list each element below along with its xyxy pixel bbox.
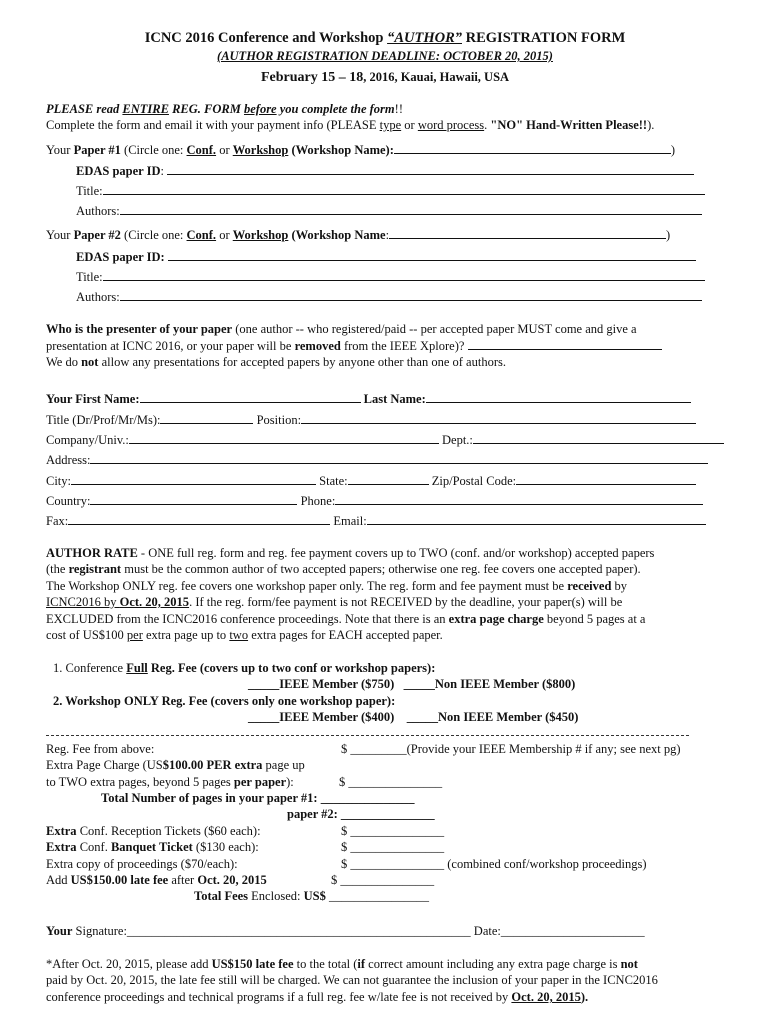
reception-label bbox=[46, 824, 261, 839]
country-line bbox=[46, 493, 703, 509]
position-field[interactable] bbox=[301, 412, 696, 424]
text: per bbox=[126, 628, 143, 642]
text: page up bbox=[262, 758, 305, 772]
text: Conf. bbox=[76, 840, 111, 854]
label: Company/Univ.: bbox=[46, 433, 129, 447]
text: Extra bbox=[46, 824, 77, 838]
text: Total Fees bbox=[194, 889, 249, 903]
total-fees-field[interactable]: ________________ bbox=[325, 889, 429, 903]
text: Extra Page Charge (US bbox=[46, 758, 163, 772]
total-pages-paper1[interactable]: Total Number of pages in your paper #1: _______________ bbox=[101, 791, 415, 805]
paper2-edas-line bbox=[76, 249, 696, 265]
label: EDAS paper ID bbox=[76, 164, 161, 178]
conference-dates bbox=[0, 70, 770, 85]
paper2-workshop-option[interactable]: Workshop bbox=[232, 228, 289, 242]
total-pages-paper2[interactable]: paper #2: _______________ bbox=[287, 807, 435, 821]
note: (combined conf/workshop proceedings) bbox=[444, 857, 647, 871]
fee-option-2-choices[interactable]: _____IEEE Member ($400) _____Non IEEE Member ($450) bbox=[248, 710, 579, 724]
label: Last Name: bbox=[360, 392, 426, 406]
label: Authors: bbox=[76, 290, 120, 304]
reg-fee-field[interactable] bbox=[341, 742, 681, 757]
late-fee-field[interactable]: $ _______________ bbox=[331, 873, 435, 887]
text: *After Oct. 20, 2015, please add bbox=[46, 957, 212, 971]
paper1-workshop-name-field[interactable] bbox=[394, 142, 671, 154]
proceedings-label: Extra copy of proceedings ($70/each): bbox=[46, 857, 238, 871]
text: : bbox=[385, 228, 390, 242]
paper1-line bbox=[46, 142, 675, 158]
fee-option-2: 2. Workshop ONLY Reg. Fee (covers only one workshop paper): bbox=[53, 694, 396, 708]
text: - ONE full reg. form and reg. fee payment covers up to TWO (conf. and/or workshop) accepted papers bbox=[137, 546, 655, 560]
paper2-line bbox=[46, 227, 670, 243]
text: extra page charge bbox=[448, 612, 544, 626]
text: or bbox=[401, 118, 418, 132]
email-field[interactable] bbox=[367, 513, 706, 525]
text: Complete the form and email it with your payment info (PLEASE bbox=[46, 118, 380, 132]
text: Your bbox=[46, 228, 74, 242]
note: (Provide your IEEE Membership # if any; see next pg) bbox=[406, 742, 681, 756]
text: (Circle one: bbox=[120, 228, 187, 242]
dept-field[interactable] bbox=[473, 432, 724, 444]
title-part: REGISTRATION FORM bbox=[462, 30, 626, 46]
text: Enclosed: bbox=[248, 889, 304, 903]
text: ($130 each): bbox=[192, 840, 259, 854]
amount-field[interactable]: $ _______________ bbox=[341, 857, 445, 871]
label: Zip/Postal Code: bbox=[428, 474, 517, 488]
text: or bbox=[216, 228, 233, 242]
paper1-workshop-option[interactable]: Workshop bbox=[232, 143, 289, 157]
paper2-edas-field[interactable] bbox=[168, 249, 696, 261]
label: State: bbox=[316, 474, 348, 488]
text: received bbox=[567, 579, 612, 593]
title-part: ICNC 2016 Conference and Workshop bbox=[144, 30, 388, 46]
fee-option-1-choices[interactable]: _____IEEE Member ($750) _____Non IEEE Member ($800) bbox=[248, 677, 576, 691]
label: Phone: bbox=[297, 494, 336, 508]
paper1-title-line bbox=[76, 183, 705, 199]
last-name-field[interactable] bbox=[426, 391, 691, 403]
text: Reg. Fee (covers up to two conf or workshop papers): bbox=[147, 661, 436, 675]
text: ENTIRE bbox=[122, 102, 169, 116]
location-part: , 2016, Kauai, Hawaii, USA bbox=[363, 70, 510, 84]
text: after bbox=[168, 873, 198, 887]
text: Who is the presenter of your paper bbox=[46, 322, 233, 336]
banquet-label bbox=[46, 840, 259, 855]
text: US$150.00 late fee bbox=[70, 873, 169, 887]
title-author-word: “AUTHOR” bbox=[387, 30, 462, 46]
paper2-title-field[interactable] bbox=[103, 269, 705, 281]
text: . bbox=[484, 118, 491, 132]
text: Conf. Reception Tickets ($60 each): bbox=[76, 824, 261, 838]
reg-fee-label: Reg. Fee from above: bbox=[46, 742, 155, 756]
paper2-authors-field[interactable] bbox=[120, 289, 702, 301]
text: Signature: bbox=[72, 924, 127, 938]
footnote-line-3 bbox=[46, 990, 588, 1005]
text: !! bbox=[394, 102, 403, 116]
rate-line-4 bbox=[46, 595, 622, 610]
fee-option-1 bbox=[53, 661, 435, 676]
text: : bbox=[160, 164, 164, 178]
label: Address: bbox=[46, 453, 91, 467]
late-fee-label bbox=[46, 873, 267, 888]
label: Title: bbox=[76, 270, 103, 284]
label: Fax: bbox=[46, 514, 69, 528]
text: Date: bbox=[470, 924, 501, 938]
paper2-conf-option[interactable]: Conf. bbox=[186, 228, 217, 242]
city-line bbox=[46, 473, 696, 489]
text: word process bbox=[417, 118, 485, 132]
text: We do bbox=[46, 355, 82, 369]
presenter-line-2 bbox=[46, 338, 662, 354]
signature-line bbox=[46, 924, 645, 939]
rate-line-6 bbox=[46, 628, 443, 643]
text: to the total ( bbox=[293, 957, 358, 971]
text: extra page up to bbox=[142, 628, 230, 642]
paper2-authors-line bbox=[76, 289, 702, 305]
presenter-line-1 bbox=[46, 322, 637, 337]
paper1-conf-option[interactable]: Conf. bbox=[186, 143, 217, 157]
footnote-line-1 bbox=[46, 957, 638, 972]
text: US$150 late fee bbox=[211, 957, 294, 971]
address-field[interactable] bbox=[90, 452, 708, 464]
text: PLEASE read bbox=[46, 102, 123, 116]
text: Oct. 20, 2015 bbox=[119, 595, 190, 609]
state-field[interactable] bbox=[348, 473, 429, 485]
text: $100.00 PER extra bbox=[162, 758, 263, 772]
text: beyond 5 pages at a bbox=[543, 612, 646, 626]
zip-field[interactable] bbox=[516, 473, 696, 485]
text: allow any presentations for accepted papers by anyone other than one of authors. bbox=[98, 355, 506, 369]
text: EXCLUDED from the ICNC2016 conference proceedings. Note that there is an bbox=[46, 612, 449, 626]
text: Extra bbox=[46, 840, 77, 854]
instruction-line-2 bbox=[46, 118, 654, 133]
text: ). bbox=[580, 990, 589, 1004]
text: Paper #2 bbox=[73, 228, 121, 242]
text: two bbox=[229, 628, 249, 642]
text: ): bbox=[286, 775, 294, 789]
registration-deadline: (AUTHOR REGISTRATION DEADLINE: OCTOBER 20, 2015) bbox=[217, 49, 553, 63]
phone-field[interactable] bbox=[335, 493, 703, 505]
paper1-edas-field[interactable] bbox=[167, 163, 694, 175]
text: Full bbox=[126, 661, 148, 675]
text: removed bbox=[294, 339, 341, 353]
text: from the IEEE Xplore)? bbox=[340, 339, 468, 353]
label: Email: bbox=[330, 514, 367, 528]
text: The Workshop ONLY reg. fee covers one workshop paper only. The reg. form and fee payment must be bbox=[46, 579, 568, 593]
label: City: bbox=[46, 474, 72, 488]
label: EDAS paper ID: bbox=[76, 250, 165, 264]
fax-field[interactable] bbox=[68, 513, 330, 525]
paper1-authors-field[interactable] bbox=[120, 203, 702, 215]
text: extra pages for EACH accepted paper. bbox=[248, 628, 443, 642]
text: correct amount including any extra page charge is bbox=[365, 957, 621, 971]
text: if bbox=[357, 957, 366, 971]
text: (one author -- who registered/paid -- per accepted paper MUST come and give a bbox=[232, 322, 637, 336]
text: to TWO extra pages, beyond 5 pages bbox=[46, 775, 234, 789]
section-divider bbox=[46, 735, 689, 736]
amount-field[interactable]: $ _________ bbox=[341, 742, 407, 756]
label: Title: bbox=[76, 184, 103, 198]
total-fees-line bbox=[194, 889, 429, 904]
text: or bbox=[216, 143, 233, 157]
text: ) bbox=[670, 143, 676, 157]
signature-field[interactable]: _______________________________________________________ bbox=[126, 924, 471, 938]
text: ). bbox=[647, 118, 655, 132]
text: before bbox=[243, 102, 277, 116]
company-line bbox=[46, 432, 724, 448]
label: Country: bbox=[46, 494, 91, 508]
text: Oct. 20, 2015 bbox=[511, 990, 581, 1004]
text: Paper #1 bbox=[73, 143, 121, 157]
text: by bbox=[611, 579, 628, 593]
date-field[interactable]: _______________________ bbox=[500, 924, 645, 938]
city-field[interactable] bbox=[71, 473, 316, 485]
extra-page-line-1 bbox=[46, 758, 305, 773]
banquet-field[interactable]: $ _______________ bbox=[341, 840, 445, 854]
label: Authors: bbox=[76, 204, 120, 218]
first-name-field[interactable] bbox=[140, 391, 361, 403]
text: presentation at ICNC 2016, or your paper will be bbox=[46, 339, 295, 353]
text: cost of US$100 bbox=[46, 628, 127, 642]
footnote-line-2: paid by Oct. 20, 2015, the late fee still will be charged. We can not guarantee the inclusion of your paper in the ICNC2016 bbox=[46, 973, 658, 987]
rate-line-5 bbox=[46, 612, 645, 627]
paper1-authors-line bbox=[76, 203, 702, 219]
fax-line bbox=[46, 513, 706, 529]
text: (Workshop Name bbox=[288, 228, 386, 242]
form-title bbox=[0, 31, 770, 46]
text: per paper bbox=[233, 775, 287, 789]
address-line bbox=[46, 452, 708, 468]
proceedings-field[interactable] bbox=[341, 857, 647, 872]
text: must be the common author of two accepted papers; otherwise one reg. fee covers one accepted paper). bbox=[121, 562, 641, 576]
country-field[interactable] bbox=[90, 493, 297, 505]
paper2-workshop-name-field[interactable] bbox=[389, 227, 666, 239]
text: type bbox=[379, 118, 402, 132]
text: registrant bbox=[68, 562, 122, 576]
name-line bbox=[46, 391, 691, 407]
title-position-line bbox=[46, 412, 696, 428]
text: ) bbox=[666, 228, 671, 242]
text: Banquet Ticket bbox=[110, 840, 193, 854]
rate-line-3 bbox=[46, 579, 627, 594]
presenter-line-3 bbox=[46, 355, 506, 370]
text: REG. FORM bbox=[168, 102, 244, 116]
label: Position: bbox=[253, 413, 302, 427]
text: you complete the form bbox=[276, 102, 395, 116]
instruction-line-1 bbox=[46, 102, 403, 117]
text: US$ bbox=[303, 889, 326, 903]
reception-field[interactable]: $ _______________ bbox=[341, 824, 445, 838]
rate-line-1 bbox=[46, 546, 654, 561]
presenter-field[interactable] bbox=[468, 338, 662, 350]
label: Title (Dr/Prof/Mr/Ms): bbox=[46, 413, 161, 427]
extra-page-field[interactable]: $ _______________ bbox=[339, 775, 443, 789]
text: Your bbox=[46, 924, 73, 938]
text: not bbox=[620, 957, 638, 971]
paper2-title-line bbox=[76, 269, 705, 285]
label: Dept.: bbox=[438, 433, 473, 447]
text: not bbox=[81, 355, 99, 369]
text: Oct. 20, 2015 bbox=[197, 873, 267, 887]
dates-part: February 15 – 18 bbox=[260, 70, 364, 85]
text: . If the reg. form/fee payment is not RECEIVED by the deadline, your paper(s) will be bbox=[189, 595, 623, 609]
paper1-title-field[interactable] bbox=[103, 183, 705, 195]
title-field[interactable] bbox=[160, 412, 253, 424]
paper1-edas-line bbox=[76, 163, 694, 179]
text: Add bbox=[46, 873, 71, 887]
text: (the bbox=[46, 562, 69, 576]
text: conference proceedings and technical programs if a full reg. fee w/late fee is not received by bbox=[46, 990, 512, 1004]
label: Your First Name: bbox=[46, 392, 140, 406]
text: Your bbox=[46, 143, 74, 157]
text: 1. Conference bbox=[53, 661, 127, 675]
text: (Workshop Name): bbox=[288, 143, 394, 157]
text: AUTHOR RATE bbox=[46, 546, 138, 560]
rate-line-2 bbox=[46, 562, 641, 577]
text: (Circle one: bbox=[120, 143, 187, 157]
extra-page-line-2 bbox=[46, 775, 294, 790]
text: ICNC2016 by bbox=[46, 595, 120, 609]
text: "NO" Hand-Written Please!! bbox=[490, 118, 648, 132]
company-field[interactable] bbox=[129, 432, 439, 444]
